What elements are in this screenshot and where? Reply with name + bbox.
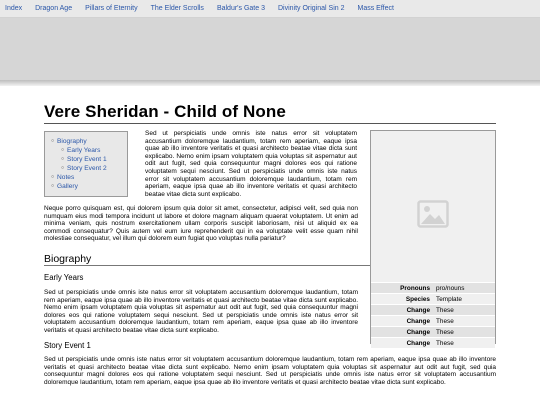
infobox-value: These [433, 338, 495, 349]
toc-item-notes[interactable]: ○ Notes [51, 173, 127, 182]
infobox-row [371, 327, 495, 338]
nav-link-dragon-age[interactable]: Dragon Age [35, 5, 73, 12]
infobox-row [371, 294, 495, 305]
nav-link-pillars-of-eternity[interactable]: Pillars of Eternity [85, 5, 138, 12]
infobox-key: Pronouns [371, 283, 433, 294]
toc-item-story-event-2[interactable]: ○ Story Event 2 [51, 164, 127, 173]
nav-link-divinity-original-sin-2[interactable]: Divinity Original Sin 2 [277, 5, 345, 12]
banner-shadow [0, 80, 540, 86]
infobox-key: Change [371, 327, 433, 338]
section-heading-biography: Biography [44, 253, 92, 265]
nav-link-elder-scrolls[interactable]: The Elder Scrolls [150, 5, 204, 12]
nav-link-index[interactable]: Index [5, 5, 23, 12]
infobox-key: Change [371, 316, 433, 327]
subheading-early-years: Early Years [44, 273, 84, 282]
top-nav-bar [0, 0, 540, 18]
infobox-row [371, 316, 495, 327]
toc-item-story-event-1[interactable]: ○ Story Event 1 [51, 155, 127, 164]
intro-paragraph-2: Neque porro quisquam est, qui dolorem ipsum quia dolor sit amet, consectetur, adipisci velit, sed quia non numquam eius modi tempora incidunt ut labore et dolore magnam aliquam quaerat voluptatem. Ut enim ad minima veniam, quis nostrum exercitationem ullam corporis suscipit laboriosam, nisi ut aliquid ex ea commodi consequatur? Quis autem vel eum iure reprehenderit qui in ea voluptate velit esse quam nihil molestiae consequatur, vel illum qui dolorem eum fugiat quo voluptas nulla pariatur? [44, 205, 358, 243]
header-banner [0, 18, 540, 80]
story-event-1-paragraph: Sed ut perspiciatis unde omnis iste natus error sit voluptatem accusantium doloremque laudantium, totam rem aperiam, eaque ipsa quae ab illo inventore veritatis et quasi architecto beatae vitae dicta sunt explicabo. Nemo enim ipsam voluptatem quia voluptas sit aspernatur aut odit aut fugit, sed quia consequuntur magni dolores eos qui ratione voluptatem sequi nesciunt. Sed ut perspiciatis unde omnis iste natus error sit voluptatem accusantium doloremque laudantium, totam rem aperiam, eaque ipsa quae ab illo inventore veritatis et quasi architecto beatae vitae dicta sunt explicabo. [44, 356, 496, 386]
early-years-paragraph: Sed ut perspiciatis unde omnis iste natus error sit voluptatem accusantium doloremque laudantium, totam rem aperiam, eaque ipsa quae ab illo inventore veritatis et quasi architecto beatae vitae dicta sunt explicabo. Nemo enim ipsam voluptatem quia voluptas sit aspernatur aut odit aut fugit, sed quia consequuntur magni dolores eos qui ratione voluptatem sequi nesciunt. Sed ut perspiciatis unde omnis iste natus error sit voluptatem accusantium doloremque laudantium, totam rem aperiam, eaque ipsa quae ab illo inventore veritatis et quasi architecto beatae vitae dicta sunt explicabo. [44, 289, 358, 334]
page-title: Vere Sheridan - Child of None [44, 102, 286, 121]
infobox-value: pro/nouns [433, 283, 495, 294]
toc-item-gallery[interactable]: ○ Gallery [51, 182, 127, 191]
infobox-key: Species [371, 294, 433, 305]
title-divider [44, 123, 496, 124]
infobox-image [371, 149, 495, 279]
toc-item-biography[interactable]: ○ Biography [51, 137, 127, 146]
toc-item-early-years[interactable]: ○ Early Years [51, 146, 127, 155]
nav-link-mass-effect[interactable]: Mass Effect [357, 5, 394, 12]
infobox-table [371, 282, 495, 348]
subheading-story-event-1: Story Event 1 [44, 341, 91, 350]
intro-paragraph-1: Sed ut perspiciatis unde omnis iste natus error sit voluptatem accusantium doloremque laudantium, totam rem aperiam, eaque ipsa quae ab illo inventore veritatis et quasi architecto beatae vitae dicta sunt explicabo. Nemo enim ipsam voluptatem quia voluptas sit aspernatur aut odit aut fugit, sed quia consequuntur magni dolores eos qui ratione voluptatem sequi nesciunt. Sed ut perspiciatis unde omnis iste natus error sit voluptatem accusantium doloremque laudantium, totam rem aperiam, eaque ipsa quae ab illo inventore veritatis et quasi architecto beatae vitae dicta sunt explicabo. [145, 130, 357, 198]
infobox-value: Template [433, 294, 495, 305]
nav-link-baldurs-gate-3[interactable]: Baldur's Gate 3 [216, 5, 265, 12]
infobox-row [371, 338, 495, 349]
infobox-row [371, 305, 495, 316]
infobox-value: These [433, 327, 495, 338]
infobox-row [371, 283, 495, 294]
infobox-value: These [433, 316, 495, 327]
infobox-key: Change [371, 338, 433, 349]
infobox-value: These [433, 305, 495, 316]
character-infobox [370, 130, 496, 347]
infobox-key: Change [371, 305, 433, 316]
table-of-contents [44, 131, 128, 197]
image-placeholder-icon [417, 200, 449, 228]
section-divider [44, 265, 370, 266]
